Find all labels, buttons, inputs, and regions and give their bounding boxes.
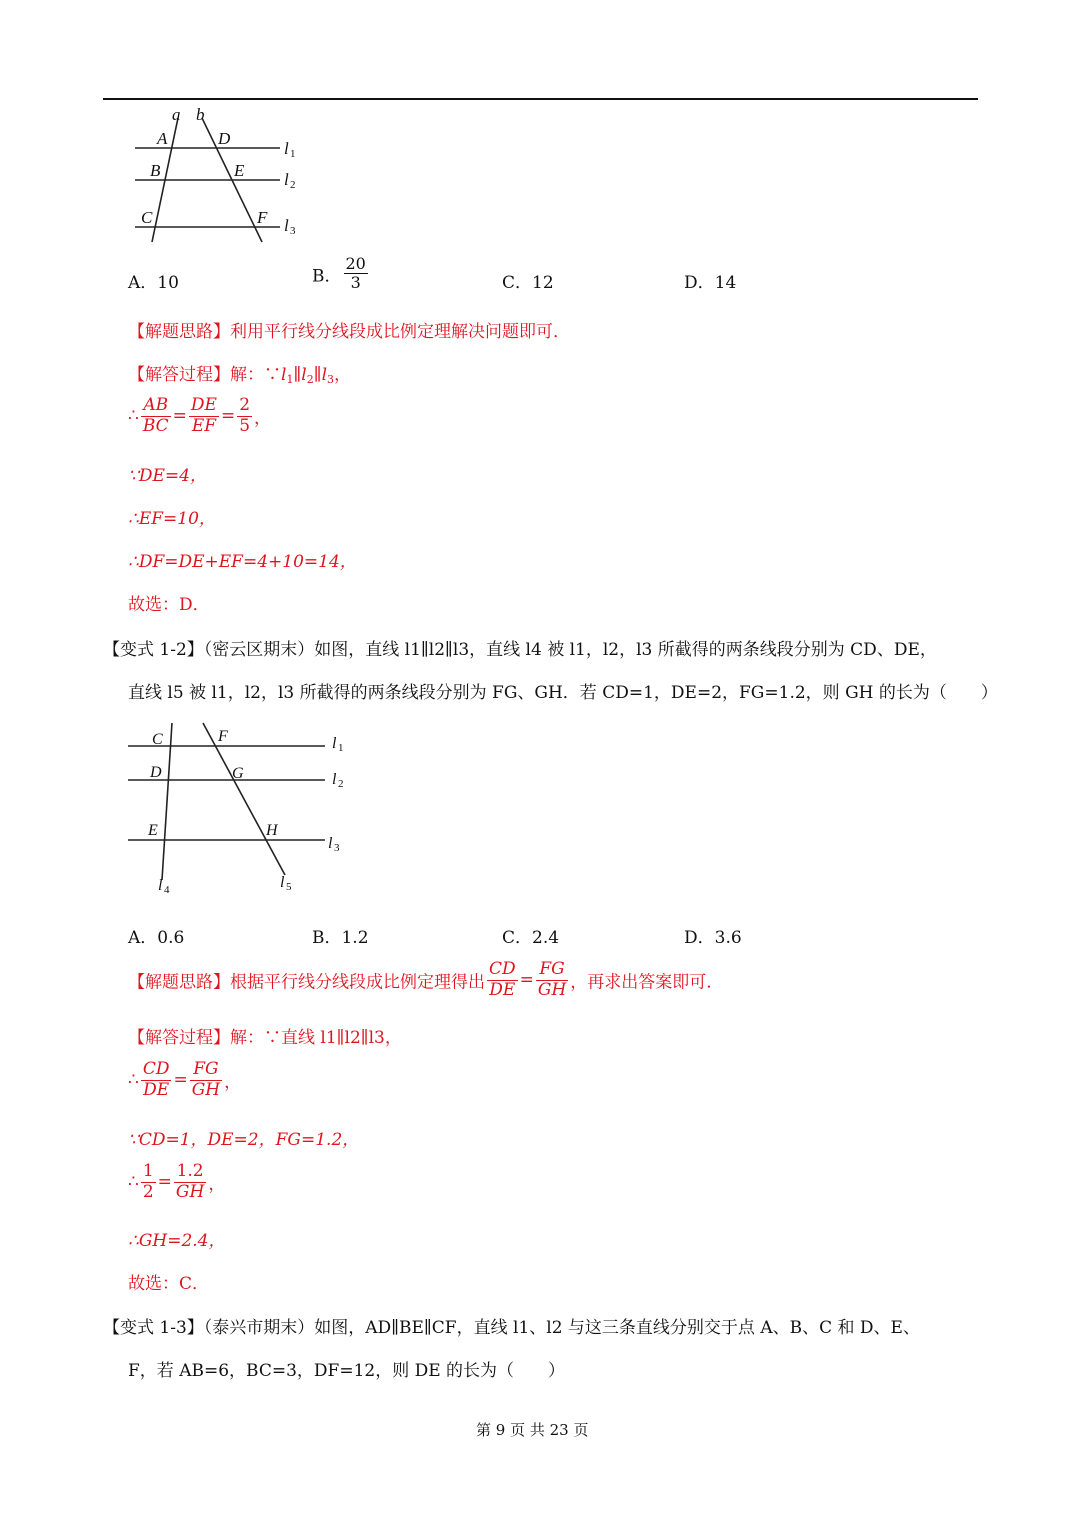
fig2-label-E: E [148, 822, 158, 839]
fig2-label-l3: l [328, 835, 333, 852]
svg-text:4: 4 [164, 884, 170, 896]
q2-source: （密云区期末） [203, 640, 315, 660]
q3-stem-line1: 【变式 1-3】（泰兴市期末）如图，AD∥BE∥CF，直线 l1、l2 与这三条直线分别交于点 A、B、C 和 D、E、 [103, 1318, 920, 1338]
q2-option-a[interactable]: A．0.6 [128, 928, 185, 948]
q1-answer: 故选：D． [128, 595, 210, 615]
q1-step-ef: ∴EF=10， [128, 509, 216, 529]
q2-tag: 【变式 1-2】 [103, 640, 204, 660]
fig1-label-A: A [157, 129, 168, 148]
svg-text:2: 2 [290, 179, 296, 191]
q2-stem-line1: 【变式 1-2】（密云区期末）如图，直线 l1∥l2∥l3，直线 l4 被 l1，l2，l3 所截得的两条线段分别为 CD、DE， [103, 640, 937, 660]
fig1-label-b: b [196, 105, 205, 124]
page-footer: 第 9 页 共 23 页 [476, 1421, 589, 1439]
q2-substitution: ∴ $\frac{1}{2}$ = $\frac{1.2}{GH}$ ， [128, 1161, 226, 1202]
q1-process-head: 【解答过程】解：$\because l_1\parallel l_2\parallel l_3$， [128, 365, 352, 386]
svg-text:5: 5 [286, 881, 292, 893]
q2-step-gh: ∴GH=2.4， [128, 1231, 226, 1251]
q1-option-c[interactable]: C．12 [502, 273, 554, 293]
svg-text:1: 1 [290, 148, 296, 160]
fig2-label-l2: l [332, 771, 337, 788]
fig1-label-l3: l [284, 216, 289, 235]
q1-step-df: ∴DF=DE+EF=4+10=14， [128, 552, 357, 572]
svg-text:2: 2 [338, 778, 344, 790]
q3-tag: 【变式 1-3】 [103, 1318, 204, 1338]
q2-ratio-equation: ∴ $\frac{CD}{DE}$ = $\frac{FG}{GH}$ ， [128, 1059, 242, 1100]
fig2-label-C: C [152, 731, 163, 748]
fig2-label-l1: l [332, 735, 337, 752]
fig1-label-l1: l [284, 139, 289, 158]
q1-option-d[interactable]: D．14 [684, 273, 737, 293]
fig1-label-E: E [234, 161, 245, 180]
fig2-label-l5: l [280, 874, 285, 891]
svg-text:3: 3 [334, 842, 340, 854]
fig1-label-B: B [150, 161, 161, 180]
fig1-label-D: D [218, 129, 231, 148]
q3-source: （泰兴市期末） [203, 1318, 315, 1338]
figure-parallel-lines-2 [120, 715, 360, 905]
fig2-label-G: G [232, 765, 244, 782]
q1-step-de: ∵DE=4， [128, 466, 207, 486]
q3-stem-line2: F，若 AB=6，BC=3，DF=12，则 DE 的长为（ ） [128, 1361, 566, 1381]
q1-option-a[interactable]: A．10 [128, 273, 179, 293]
fig1-label-F: F [257, 208, 268, 227]
q2-step-given: ∵CD=1，DE=2，FG=1.2， [128, 1130, 360, 1150]
q1-option-b[interactable]: B． $\frac{20}{3}$ [312, 254, 366, 293]
fig2-label-F: F [218, 728, 228, 745]
q2-answer: 故选：C． [128, 1274, 210, 1294]
fig2-label-l4: l [158, 877, 163, 894]
q1-idea: 【解题思路】利用平行线分线段成比例定理解决问题即可． [128, 322, 570, 342]
q2-process-head: 【解答过程】解：∵直线 l1∥l2∥l3， [128, 1028, 402, 1048]
q2-option-c[interactable]: C．2.4 [502, 928, 560, 948]
svg-text:1: 1 [338, 742, 344, 754]
fig1-label-a: a [172, 105, 181, 124]
fig1-label-l2: l [284, 170, 289, 189]
fig2-label-H: H [266, 822, 278, 839]
q2-option-d[interactable]: D．3.6 [684, 928, 742, 948]
q2-stem-line2: 直线 l5 被 l1，l2，l3 所截得的两条线段分别为 FG、GH．若 CD=1，DE=2，FG=1.2，则 GH 的长为（ ） [128, 683, 998, 703]
q2-option-b[interactable]: B．1.2 [312, 928, 369, 948]
fig1-label-C: C [141, 208, 153, 227]
q2-idea: 【解题思路】根据平行线分线段成比例定理得出 $\frac{CD}{DE}$ = $\frac{FG}{GH}$ ，再求出答案即可． [128, 959, 724, 1000]
figure-parallel-lines-1 [120, 100, 320, 250]
svg-text:3: 3 [290, 225, 296, 237]
fig2-label-D: D [150, 764, 162, 781]
q1-ratio-equation: ∴ $\frac{AB}{BC}$ = $\frac{DE}{EF}$ = $\frac{2}{5}$ ， [128, 395, 272, 436]
